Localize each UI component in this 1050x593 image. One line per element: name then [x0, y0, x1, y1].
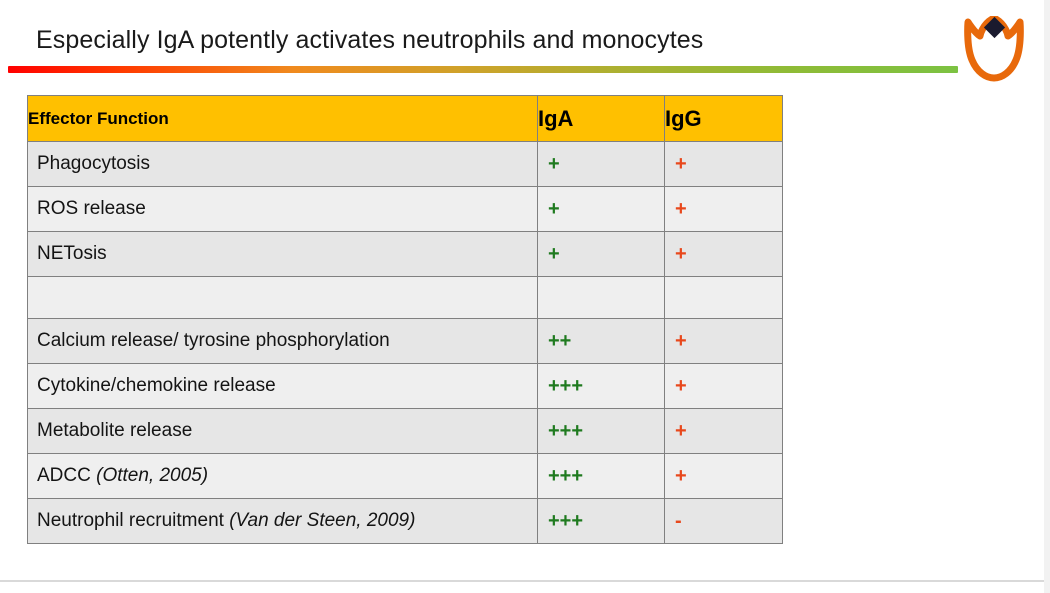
function-label: Cytokine/chemokine release [37, 375, 276, 396]
table-row [28, 319, 783, 364]
function-citation: (Van der Steen, 2009) [229, 510, 416, 531]
table-row [28, 499, 783, 544]
cell-iga-value: ++ [538, 319, 665, 364]
function-label: ROS release [37, 198, 146, 219]
cell-effector-function [28, 277, 538, 319]
cell-igg-value: + [665, 454, 783, 499]
cell-effector-function [28, 364, 538, 409]
cell-iga-value: +++ [538, 364, 665, 409]
effector-function-table [27, 95, 782, 544]
title-divider-rule [8, 66, 958, 73]
cell-effector-function [28, 187, 538, 232]
cell-igg-value: + [665, 187, 783, 232]
cell-igg-value: + [665, 232, 783, 277]
cell-iga-value: +++ [538, 409, 665, 454]
cell-iga-value: +++ [538, 499, 665, 544]
function-label: Phagocytosis [37, 153, 151, 174]
cell-igg-value: + [665, 319, 783, 364]
cell-iga-value: + [538, 232, 665, 277]
cell-igg-value [665, 277, 783, 319]
cell-igg-value: - [665, 499, 783, 544]
table-row [28, 454, 783, 499]
function-citation: (Otten, 2005) [96, 465, 209, 486]
column-header-iga: IgA [538, 96, 665, 142]
function-label: NETosis [37, 243, 107, 264]
function-label: Neutrophil recruitment [37, 510, 230, 531]
function-label: ADCC [37, 465, 97, 486]
cell-effector-function [28, 499, 538, 544]
cell-iga-value: + [538, 187, 665, 232]
cell-iga-value [538, 277, 665, 319]
cell-igg-value: + [665, 409, 783, 454]
function-label: Calcium release/ tyrosine phosphorylation [37, 330, 390, 351]
table-row [28, 187, 783, 232]
table-row [28, 409, 783, 454]
cell-effector-function [28, 454, 538, 499]
cell-igg-value: + [665, 364, 783, 409]
function-label: Metabolite release [37, 420, 193, 441]
cell-effector-function [28, 142, 538, 187]
university-tulip-logo [958, 16, 1030, 86]
column-header-effector-function: Effector Function [28, 96, 538, 142]
cell-iga-value: +++ [538, 454, 665, 499]
footer-divider [0, 580, 1050, 582]
cell-effector-function [28, 232, 538, 277]
table-row [28, 364, 783, 409]
table-row [28, 232, 783, 277]
table-row-spacer [28, 277, 783, 319]
cell-effector-function [28, 409, 538, 454]
right-edge-strip [1044, 0, 1050, 593]
cell-iga-value: + [538, 142, 665, 187]
cell-igg-value: + [665, 142, 783, 187]
column-header-igg: IgG [665, 96, 783, 142]
table-row [28, 142, 783, 187]
cell-effector-function [28, 319, 538, 364]
table-header-row [28, 96, 783, 142]
page-title: Especially IgA potently activates neutrophils and monocytes [36, 26, 704, 54]
